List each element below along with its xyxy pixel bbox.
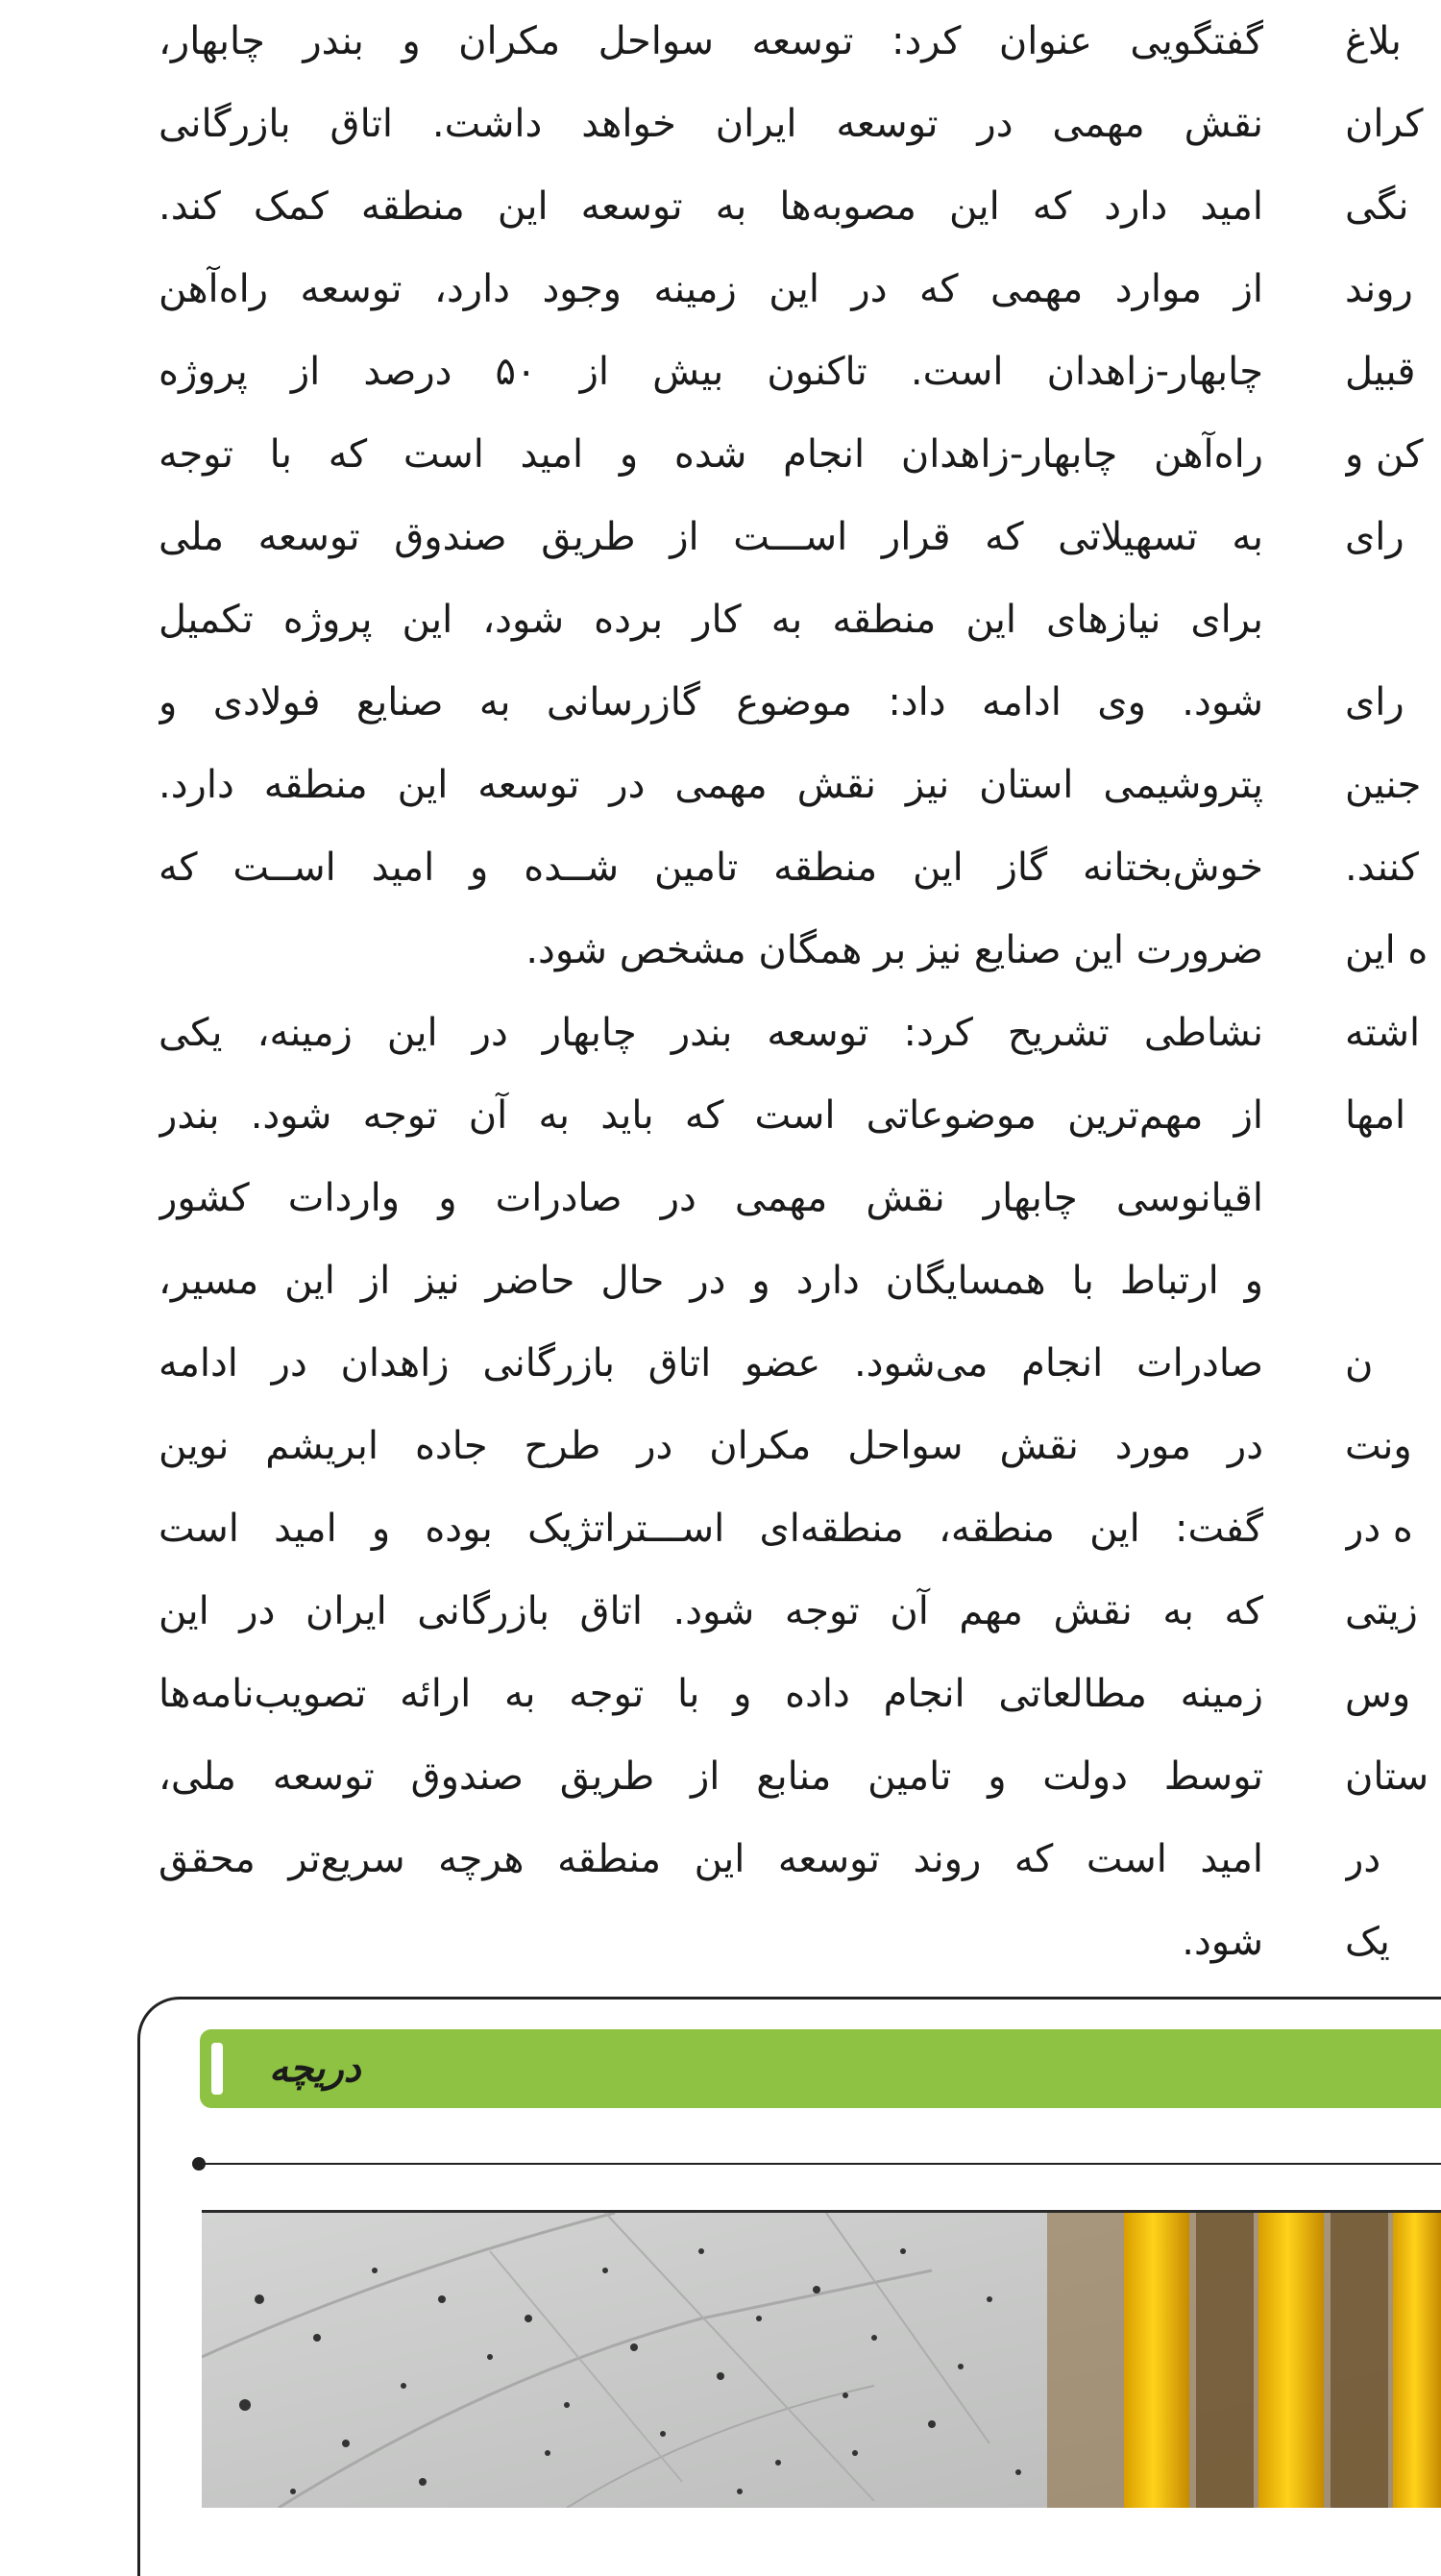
fragment-line: [1345, 578, 1441, 661]
article-line: برای نیازهای این منطقه به کار برده شود، این پروژه تکمیل: [159, 598, 1263, 642]
banner-title: دریچه: [269, 2046, 361, 2091]
fragment-line: ستان: [1345, 1754, 1429, 1799]
fragment-line: رای: [1345, 680, 1404, 724]
article-line: به تسهیلاتی که قرار اســـت از طریق صندوق توسعه ملی: [159, 515, 1263, 559]
fragment-line: وس: [1345, 1672, 1411, 1716]
fragment-line: جنین: [1345, 763, 1422, 807]
construction-photo: [202, 2210, 1441, 2508]
fragment-line: ه در: [1345, 1507, 1413, 1551]
fragment-line: بلاغ: [1345, 19, 1402, 63]
article-line: پتروشیمی استان نیز نقش مهمی در توسعه این منطقه دارد.: [159, 763, 1263, 807]
article-line: از مهم‌ترین موضوعاتی است که باید به آن توجه شود. بندر: [159, 1093, 1263, 1138]
article-line: گفتگویی عنوان کرد: توسعه سواحل مکران و بندر چابهار،: [159, 19, 1263, 63]
fragment-line: کن و: [1345, 432, 1424, 477]
fragment-line: نگی: [1345, 184, 1409, 229]
article-line: نشاطی تشریح کرد: توسعه بندر چابهار در این زمینه، یکی: [159, 1011, 1263, 1055]
article-line: از موارد مهمی که در این زمینه وجود دارد، توسعه راه‌آهن: [159, 267, 1263, 311]
article-line: اقیانوسی چابهار نقش مهمی در صادرات و واردات کشور: [159, 1176, 1263, 1220]
article-line: چابهار-زاهدان است. تاکنون بیش از ۵۰ درصد از پروژه: [159, 350, 1263, 394]
divider-line: [200, 2163, 1441, 2165]
fragment-line: [1345, 1157, 1441, 1239]
adjacent-column-fragments: [1345, 0, 1441, 1983]
article-line: و ارتباط با همسایگان دارد و در حال حاضر نیز از این مسیر،: [159, 1259, 1263, 1303]
article-line: شود. وی ادامه داد: موضوع گازرسانی به صنایع فولادی و: [159, 680, 1263, 724]
article-line: گفت: این منطقه، منطقه‌ای اســـتراتژیک بوده و امید است: [159, 1507, 1263, 1551]
photo-illustration: [202, 2213, 1441, 2508]
article-line: زمینه مطالعاتی انجام داده و با توجه به ارائه تصویب‌نامه‌ها: [159, 1672, 1263, 1716]
article-line: در مورد نقش سواحل مکران در طرح جاده ابریشم نوین: [159, 1424, 1263, 1468]
article-line: نقش مهمی در توسعه ایران خواهد داشت. اتاق بازرگانی: [159, 102, 1263, 146]
fragment-line: روند: [1345, 267, 1413, 311]
banner-marker: [211, 2043, 223, 2095]
article-line: امید است که روند توسعه این منطقه هرچه سریع‌تر محقق: [159, 1837, 1263, 1881]
fragment-line: قبیل: [1345, 350, 1416, 394]
article-line: خوش‌بختانه گاز این منطقه تامین شــده و امید اســت که: [159, 846, 1263, 890]
fragment-line: ه این: [1345, 928, 1429, 972]
fragment-line: اشته: [1345, 1011, 1421, 1055]
article-line: صادرات انجام می‌شود. عضو اتاق بازرگانی زاهدان در ادامه: [159, 1341, 1263, 1386]
fragment-line: ونت: [1345, 1424, 1412, 1468]
fragment-line: ن: [1345, 1341, 1374, 1386]
section-banner: [200, 2029, 1441, 2108]
article-line: امید دارد که این مصوبه‌ها به توسعه این منطقه کمک کند.: [159, 184, 1263, 229]
fragment-line: در: [1345, 1837, 1381, 1881]
divider-dot: [192, 2157, 206, 2171]
fragment-line: کران: [1345, 102, 1424, 146]
article-line: که به نقش مهم آن توجه شود. اتاق بازرگانی ایران در این: [159, 1589, 1263, 1633]
fragment-line: [1345, 1239, 1441, 1322]
article-line: ضرورت این صنایع نیز بر همگان مشخص شود.: [525, 928, 1263, 972]
fragment-line: کنند.: [1345, 846, 1419, 890]
fragment-line: یک: [1345, 1920, 1390, 1964]
article-line: توسط دولت و تامین منابع از طریق صندوق توسعه ملی،: [159, 1754, 1263, 1799]
article-line: شود.: [1182, 1920, 1263, 1964]
fragment-line: رای: [1345, 515, 1404, 559]
article-body: [159, 0, 1263, 1983]
article-line: راه‌آهن چابهار-زاهدان انجام شده و امید است که با توجه: [159, 432, 1263, 477]
fragment-line: زیتی: [1345, 1589, 1418, 1633]
fragment-line: امها: [1345, 1093, 1406, 1138]
